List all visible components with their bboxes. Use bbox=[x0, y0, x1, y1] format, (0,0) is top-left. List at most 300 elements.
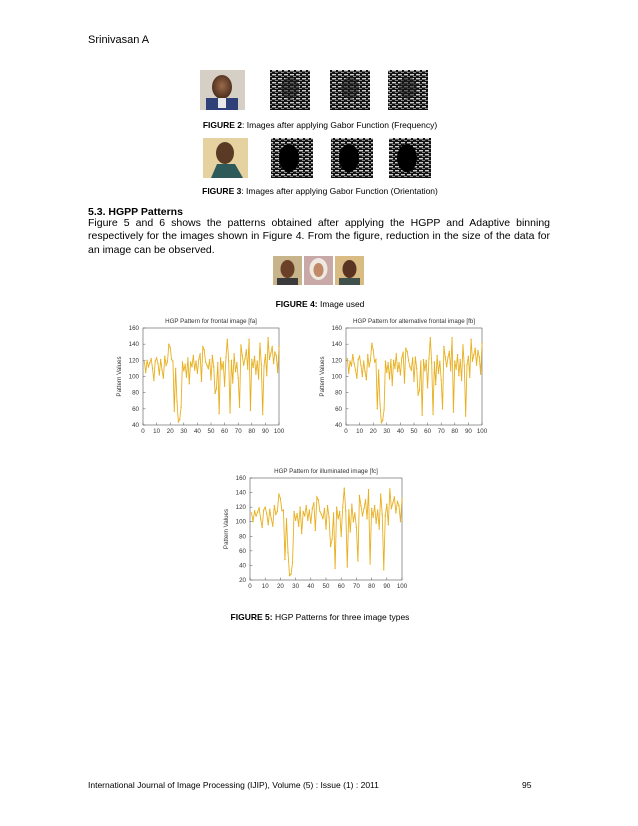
data-point bbox=[146, 360, 147, 361]
data-point bbox=[475, 348, 476, 349]
data-point bbox=[372, 517, 373, 518]
series-line bbox=[252, 488, 402, 575]
data-point bbox=[170, 347, 171, 348]
data-point bbox=[472, 360, 473, 361]
data-point bbox=[348, 373, 349, 374]
y-tick-label: 40 bbox=[132, 422, 139, 429]
data-point bbox=[345, 510, 346, 511]
data-point bbox=[262, 414, 263, 415]
data-point bbox=[449, 351, 450, 352]
figure-4-images bbox=[273, 256, 365, 286]
data-point bbox=[388, 524, 389, 525]
data-point bbox=[436, 355, 437, 356]
data-point bbox=[430, 337, 431, 338]
data-point bbox=[453, 411, 454, 412]
data-point bbox=[451, 337, 452, 338]
data-point bbox=[381, 422, 382, 423]
data-point bbox=[353, 521, 354, 522]
data-point bbox=[258, 378, 259, 379]
data-point bbox=[283, 509, 284, 510]
data-point bbox=[370, 360, 371, 361]
data-point bbox=[145, 372, 146, 373]
data-point bbox=[350, 531, 351, 532]
data-point bbox=[213, 366, 214, 367]
data-point bbox=[339, 511, 340, 512]
data-point bbox=[378, 369, 379, 370]
data-point bbox=[153, 380, 154, 381]
data-point bbox=[321, 514, 322, 515]
data-point bbox=[389, 488, 390, 489]
data-point bbox=[152, 368, 153, 369]
data-point bbox=[480, 373, 481, 374]
data-point bbox=[426, 360, 427, 361]
data-point bbox=[390, 359, 391, 360]
data-point bbox=[394, 368, 395, 369]
data-point bbox=[479, 356, 480, 357]
alternative-frontal-face bbox=[304, 256, 333, 285]
data-point bbox=[250, 410, 251, 411]
data-point bbox=[251, 359, 252, 360]
data-point bbox=[271, 518, 272, 519]
data-point bbox=[371, 343, 372, 344]
data-point bbox=[144, 361, 145, 362]
data-point bbox=[439, 360, 440, 361]
data-point bbox=[197, 373, 198, 374]
data-point bbox=[347, 566, 348, 567]
data-point bbox=[268, 524, 269, 525]
data-point bbox=[171, 359, 172, 360]
data-point bbox=[481, 343, 482, 344]
data-point bbox=[265, 506, 266, 507]
data-point bbox=[266, 375, 267, 376]
data-point bbox=[353, 363, 354, 364]
footer-journal: International Journal of Image Processing (IJIP), Volume (5) : Issue (1) : 2011 bbox=[88, 780, 379, 790]
data-point bbox=[420, 360, 421, 361]
data-point bbox=[248, 339, 249, 340]
x-tick-label: 90 bbox=[261, 428, 269, 435]
x-tick-label: 70 bbox=[437, 428, 445, 435]
gabor-frequency-2 bbox=[330, 70, 370, 110]
data-point bbox=[446, 366, 447, 367]
y-axis-label: Pattern Values bbox=[223, 508, 230, 550]
data-point bbox=[375, 359, 376, 360]
data-point bbox=[424, 370, 425, 371]
data-point bbox=[157, 363, 158, 364]
x-tick-label: 80 bbox=[368, 583, 376, 590]
data-point bbox=[458, 375, 459, 376]
data-point bbox=[261, 364, 262, 365]
data-point bbox=[315, 530, 316, 531]
data-point bbox=[194, 369, 195, 370]
data-point bbox=[217, 362, 218, 363]
data-point bbox=[405, 348, 406, 349]
data-point bbox=[367, 354, 368, 355]
data-point bbox=[227, 339, 228, 340]
data-point bbox=[416, 368, 417, 369]
data-point bbox=[155, 360, 156, 361]
data-point bbox=[365, 499, 366, 500]
data-point bbox=[242, 355, 243, 356]
y-tick-label: 140 bbox=[128, 341, 139, 349]
y-tick-label: 40 bbox=[335, 422, 342, 429]
data-point bbox=[387, 362, 388, 363]
data-point bbox=[476, 364, 477, 365]
gabor-frequency-1 bbox=[270, 70, 310, 110]
gabor-frequency-3 bbox=[388, 70, 428, 110]
data-point bbox=[351, 365, 352, 366]
data-point bbox=[201, 381, 202, 382]
gabor-orientation-2 bbox=[331, 138, 373, 178]
data-point bbox=[258, 507, 259, 508]
data-point bbox=[205, 361, 206, 362]
data-point bbox=[366, 379, 367, 380]
data-point bbox=[299, 506, 300, 507]
data-point bbox=[312, 508, 313, 509]
chart-illuminated-image bbox=[215, 460, 415, 595]
data-point bbox=[398, 362, 399, 363]
x-tick-label: 30 bbox=[383, 428, 391, 435]
data-point bbox=[468, 356, 469, 357]
data-point bbox=[218, 413, 219, 414]
y-axis-label: Pattern Values bbox=[116, 356, 123, 397]
data-point bbox=[352, 354, 353, 355]
data-point bbox=[179, 419, 180, 420]
data-point bbox=[379, 403, 380, 404]
side-face-photo bbox=[203, 138, 248, 178]
data-point bbox=[331, 539, 332, 540]
section-paragraph: Figure 5 and 6 shows the patterns obtained after applying the HGPP and Adaptive binning respectively for the images shown in Figure 4. From the figure, reduction in the size of the data for an image can be observed. bbox=[88, 217, 550, 256]
data-point bbox=[466, 364, 467, 365]
data-point bbox=[167, 361, 168, 362]
data-point bbox=[371, 508, 372, 509]
data-point bbox=[240, 344, 241, 345]
data-point bbox=[183, 370, 184, 371]
data-point bbox=[443, 346, 444, 347]
data-point bbox=[386, 504, 387, 505]
data-point bbox=[238, 377, 239, 378]
data-point bbox=[228, 360, 229, 361]
data-point bbox=[263, 509, 264, 510]
data-point bbox=[417, 394, 418, 395]
data-point bbox=[477, 350, 478, 351]
data-point bbox=[209, 359, 210, 360]
data-point bbox=[160, 359, 161, 360]
y-tick-label: 100 bbox=[128, 373, 139, 381]
gabor-orientation-3 bbox=[389, 138, 431, 178]
data-point bbox=[257, 512, 258, 513]
data-point bbox=[284, 559, 285, 560]
data-point bbox=[277, 372, 278, 373]
y-tick-label: 160 bbox=[235, 475, 246, 482]
data-point bbox=[465, 415, 466, 416]
data-point bbox=[358, 359, 359, 360]
x-tick-label: 20 bbox=[369, 428, 377, 435]
data-point bbox=[357, 560, 358, 561]
data-point bbox=[431, 362, 432, 363]
data-point bbox=[156, 357, 157, 358]
data-point bbox=[295, 520, 296, 521]
data-point bbox=[438, 373, 439, 374]
data-point bbox=[330, 546, 331, 547]
data-point bbox=[432, 414, 433, 415]
data-point bbox=[450, 370, 451, 371]
data-point bbox=[411, 369, 412, 370]
data-point bbox=[239, 407, 240, 408]
data-point bbox=[292, 562, 293, 563]
data-point bbox=[348, 509, 349, 510]
data-point bbox=[336, 506, 337, 507]
data-point bbox=[383, 409, 384, 410]
data-point bbox=[392, 385, 393, 386]
data-point bbox=[307, 520, 308, 521]
x-tick-label: 60 bbox=[221, 428, 229, 435]
data-point bbox=[212, 355, 213, 356]
data-point bbox=[277, 511, 278, 512]
x-tick-label: 80 bbox=[451, 428, 459, 435]
y-tick-label: 80 bbox=[132, 389, 139, 397]
data-point bbox=[252, 521, 253, 522]
data-point bbox=[306, 505, 307, 506]
data-point bbox=[349, 360, 350, 361]
data-point bbox=[198, 359, 199, 360]
data-point bbox=[324, 508, 325, 509]
data-point bbox=[383, 569, 384, 570]
data-point bbox=[252, 367, 253, 368]
x-tick-label: 70 bbox=[352, 583, 360, 590]
data-point bbox=[298, 525, 299, 526]
y-axis-label: Pattern Values bbox=[319, 356, 326, 397]
data-point bbox=[454, 360, 455, 361]
footer-page-number: 95 bbox=[522, 780, 532, 790]
data-point bbox=[280, 498, 281, 499]
data-point bbox=[273, 363, 274, 364]
figure-4-caption: FIGURE 4: Image used bbox=[275, 299, 365, 309]
y-tick-label: 100 bbox=[235, 518, 246, 526]
y-tick-label: 80 bbox=[239, 533, 246, 541]
data-point bbox=[455, 369, 456, 370]
data-point bbox=[266, 513, 267, 514]
x-tick-label: 30 bbox=[292, 583, 300, 590]
data-point bbox=[269, 359, 270, 360]
data-point bbox=[325, 528, 326, 529]
data-point bbox=[172, 360, 173, 361]
data-point bbox=[289, 575, 290, 576]
data-point bbox=[259, 343, 260, 344]
data-point bbox=[164, 356, 165, 357]
data-point bbox=[394, 496, 395, 497]
x-tick-label: 0 bbox=[344, 428, 348, 435]
data-point bbox=[175, 368, 176, 369]
data-point bbox=[355, 369, 356, 370]
data-point bbox=[413, 381, 414, 382]
data-point bbox=[310, 522, 311, 523]
x-tick-label: 50 bbox=[207, 428, 215, 435]
data-point bbox=[398, 505, 399, 506]
x-tick-label: 20 bbox=[276, 583, 284, 590]
x-tick-label: 60 bbox=[337, 583, 345, 590]
data-point bbox=[400, 374, 401, 375]
data-point bbox=[178, 421, 179, 422]
data-point bbox=[243, 364, 244, 365]
data-point bbox=[223, 361, 224, 362]
data-point bbox=[161, 369, 162, 370]
data-point bbox=[304, 515, 305, 516]
x-tick-label: 100 bbox=[476, 428, 488, 435]
data-point bbox=[257, 360, 258, 361]
data-point bbox=[445, 356, 446, 357]
x-tick-label: 10 bbox=[261, 583, 269, 590]
y-tick-label: 120 bbox=[128, 357, 139, 365]
gabor-orientation-1 bbox=[271, 138, 313, 178]
data-point bbox=[457, 354, 458, 355]
data-point bbox=[286, 518, 287, 519]
data-point bbox=[385, 360, 386, 361]
data-point bbox=[396, 353, 397, 354]
y-tick-label: 100 bbox=[331, 373, 342, 381]
data-point bbox=[254, 356, 255, 357]
data-point bbox=[364, 371, 365, 372]
data-point bbox=[309, 509, 310, 510]
data-point bbox=[244, 358, 245, 359]
data-point bbox=[362, 376, 363, 377]
data-point bbox=[233, 353, 234, 354]
data-point bbox=[359, 495, 360, 496]
data-point bbox=[174, 411, 175, 412]
illuminated-face bbox=[335, 256, 364, 285]
data-point bbox=[442, 408, 443, 409]
data-point bbox=[274, 505, 275, 506]
data-point bbox=[354, 512, 355, 513]
data-point bbox=[319, 511, 320, 512]
data-point bbox=[333, 512, 334, 513]
data-point bbox=[362, 515, 363, 516]
chart-title: HGP Pattern for frontal image [fa] bbox=[165, 318, 257, 325]
x-tick-label: 20 bbox=[166, 428, 174, 435]
x-tick-label: 80 bbox=[248, 428, 256, 435]
data-point bbox=[231, 360, 232, 361]
data-point bbox=[229, 412, 230, 413]
data-point bbox=[385, 515, 386, 516]
data-point bbox=[374, 505, 375, 506]
data-point bbox=[260, 518, 261, 519]
data-point bbox=[393, 360, 394, 361]
data-point bbox=[184, 364, 185, 365]
data-point bbox=[255, 373, 256, 374]
data-point bbox=[462, 344, 463, 345]
data-point bbox=[360, 364, 361, 365]
data-point bbox=[369, 563, 370, 564]
data-point bbox=[441, 379, 442, 380]
data-point bbox=[290, 573, 291, 574]
data-point bbox=[236, 362, 237, 363]
data-point bbox=[412, 357, 413, 358]
data-point bbox=[204, 349, 205, 350]
x-tick-label: 10 bbox=[153, 428, 161, 435]
data-point bbox=[434, 361, 435, 362]
data-point bbox=[400, 521, 401, 522]
face-photo bbox=[200, 70, 245, 110]
y-tick-label: 160 bbox=[128, 325, 139, 332]
data-point bbox=[382, 514, 383, 515]
data-point bbox=[193, 355, 194, 356]
data-point bbox=[303, 511, 304, 512]
x-tick-label: 90 bbox=[383, 583, 391, 590]
data-point bbox=[404, 382, 405, 383]
data-point bbox=[377, 408, 378, 409]
data-point bbox=[235, 371, 236, 372]
x-tick-label: 100 bbox=[396, 583, 408, 590]
data-point bbox=[401, 498, 402, 499]
data-point bbox=[375, 522, 376, 523]
data-point bbox=[247, 369, 248, 370]
data-point bbox=[159, 374, 160, 375]
data-point bbox=[328, 517, 329, 518]
x-tick-label: 30 bbox=[180, 428, 188, 435]
data-point bbox=[356, 527, 357, 528]
data-point bbox=[409, 366, 410, 367]
data-point bbox=[397, 371, 398, 372]
y-tick-label: 60 bbox=[239, 547, 246, 555]
data-point bbox=[187, 357, 188, 358]
data-point bbox=[168, 343, 169, 344]
data-point bbox=[148, 366, 149, 367]
data-point bbox=[380, 493, 381, 494]
data-point bbox=[186, 377, 187, 378]
chart-alternative-frontal-image bbox=[313, 312, 493, 440]
x-tick-label: 60 bbox=[424, 428, 432, 435]
data-point bbox=[251, 512, 252, 513]
data-point bbox=[246, 349, 247, 350]
data-point bbox=[447, 356, 448, 357]
data-point bbox=[359, 356, 360, 357]
data-point bbox=[423, 359, 424, 360]
y-tick-label: 120 bbox=[235, 504, 246, 512]
data-point bbox=[473, 354, 474, 355]
data-point bbox=[165, 364, 166, 365]
y-tick-label: 140 bbox=[331, 341, 342, 349]
figure-5-caption: FIGURE 5: HGP Patterns for three image types bbox=[230, 612, 410, 622]
data-point bbox=[322, 518, 323, 519]
data-point bbox=[470, 339, 471, 340]
data-point bbox=[419, 390, 420, 391]
data-point bbox=[263, 365, 264, 366]
data-point bbox=[269, 509, 270, 510]
x-tick-label: 100 bbox=[273, 428, 285, 435]
figure-3-images bbox=[203, 138, 433, 180]
data-point bbox=[270, 352, 271, 353]
chart-title: HGP Pattern for alternative frontal image [fb] bbox=[353, 318, 475, 325]
data-point bbox=[316, 496, 317, 497]
data-point bbox=[351, 504, 352, 505]
data-point bbox=[360, 505, 361, 506]
data-point bbox=[189, 383, 190, 384]
data-point bbox=[342, 506, 343, 507]
data-point bbox=[386, 372, 387, 373]
data-point bbox=[408, 360, 409, 361]
data-point bbox=[374, 361, 375, 362]
data-point bbox=[392, 502, 393, 503]
data-point bbox=[191, 366, 192, 367]
data-point bbox=[214, 393, 215, 394]
data-point bbox=[281, 510, 282, 511]
data-point bbox=[274, 352, 275, 353]
data-point bbox=[460, 359, 461, 360]
data-point bbox=[182, 361, 183, 362]
y-tick-label: 80 bbox=[335, 389, 342, 397]
data-point bbox=[232, 382, 233, 383]
data-point bbox=[149, 362, 150, 363]
data-point bbox=[356, 377, 357, 378]
